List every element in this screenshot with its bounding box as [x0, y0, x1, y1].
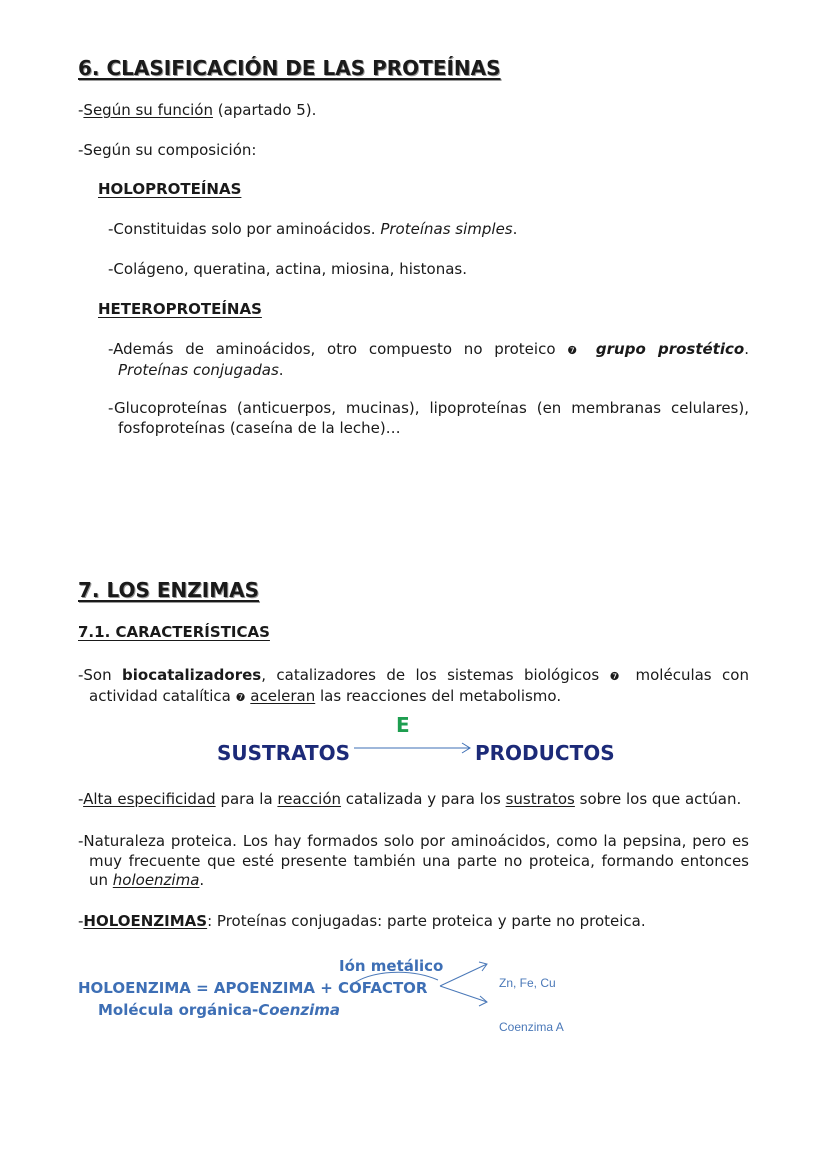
substrates-label: SUSTRATOS [217, 741, 351, 765]
hetero-paragraph-1: -Además de aminoácidos, otro compuesto no proteico ❼ grupo prostético. Proteínas conjugadas. [108, 340, 749, 379]
holo-line-1: -Constituidas solo por aminoácidos. Proteínas simples. [108, 220, 518, 238]
arrow-icon: ❼ [567, 344, 585, 357]
criterion-function: -Según su función (apartado 5). [78, 101, 317, 119]
section-6-title: 6. CLASIFICACIÓN DE LAS PROTEÍNAS [78, 56, 501, 80]
metals-label: Zn, Fe, Cu [499, 976, 556, 990]
reaction-arrow [352, 742, 474, 756]
hetero-paragraph-2: -Glucoproteínas (anticuerpos, mucinas), lipoproteínas (en membranas celulares), fosfoproteínas (caseína de la leche)… [108, 399, 749, 437]
aceleran-link[interactable]: aceleran [250, 686, 316, 705]
enzymes-paragraph-2: -Alta especificidad para la reacción catalizada y para los sustratos sobre los que actúan. [78, 790, 742, 808]
section-7-title: 7. LOS ENZIMAS [78, 578, 260, 602]
organic-molecule-label: Molécula orgánica-Coenzima [98, 1001, 341, 1019]
criterion-composition: -Según su composición: [78, 141, 257, 159]
heteroproteinas-heading: HETEROPROTEÍNAS [98, 300, 262, 318]
arrow-icon: ❼ [235, 690, 246, 704]
ion-metalico-label: Ión metálico [339, 957, 444, 975]
enzymes-paragraph-3: -Naturaleza proteica. Los hay formados solo por aminoácidos, como la pepsina, pero es muy frecuente que esté presente también una parte no proteica, formando entonces un holoenzima. [78, 832, 749, 889]
section-7-1-title: 7.1. CARACTERÍSTICAS [78, 623, 270, 641]
cofactor-arrows [340, 958, 500, 1018]
coenzyme-a-label: Coenzima A [499, 1020, 564, 1034]
function-link[interactable]: Según su función [83, 101, 213, 119]
holoenzyme-equation: HOLOENZIMA = APOENZIMA + COFACTOR [78, 979, 428, 997]
holo-line-2: -Colágeno, queratina, actina, miosina, histonas. [108, 260, 468, 278]
products-label: PRODUCTOS [475, 741, 615, 765]
enzyme-label: E [396, 713, 410, 737]
arrow-icon: ❼ [609, 670, 626, 683]
holoproteinas-heading: HOLOPROTEÍNAS [98, 180, 242, 198]
holoenzima-link[interactable]: holoenzima [112, 871, 200, 889]
enzymes-paragraph-4: -HOLOENZIMAS: Proteínas conjugadas: parte proteica y parte no proteica. [78, 912, 646, 930]
enzymes-paragraph-1: -Son biocatalizadores, catalizadores de los sistemas biológicos ❼ moléculas con actividad catalítica ❼ aceleran las reacciones del metabolismo. [78, 666, 749, 705]
